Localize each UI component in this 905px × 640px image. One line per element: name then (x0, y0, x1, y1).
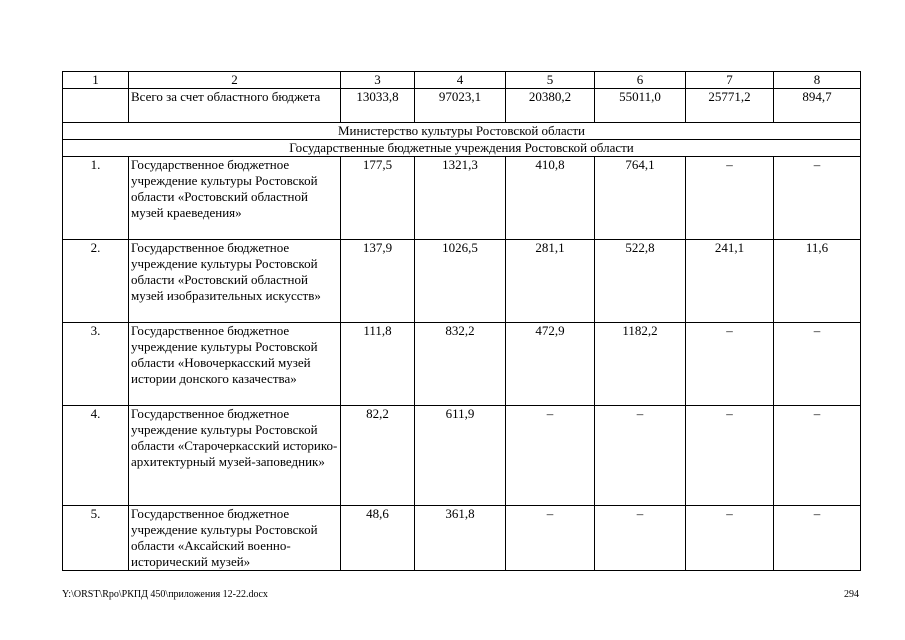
table-cell (63, 89, 129, 123)
row-number: 2. (63, 240, 129, 323)
budget-table (62, 71, 861, 571)
table-cell: – (506, 506, 595, 571)
header-cell: 3 (341, 72, 415, 89)
header-cell: 5 (506, 72, 595, 89)
table-cell: 832,2 (415, 323, 506, 406)
table-cell: 82,2 (341, 406, 415, 506)
table-row (63, 323, 861, 406)
table-cell: 13033,8 (341, 89, 415, 123)
header-cell: 7 (686, 72, 774, 89)
table-cell: – (506, 406, 595, 506)
header-cell: 8 (774, 72, 861, 89)
institution-name: Государственное бюджетное учреждение культуры Ростовской области «Аксайский военно-исторический музей» (129, 506, 341, 571)
table-cell: 1321,3 (415, 157, 506, 240)
institution-name: Государственное бюджетное учреждение культуры Ростовской области «Ростовский областной музей изобразительных искусств» (129, 240, 341, 323)
row-number: 3. (63, 323, 129, 406)
ministry-row (63, 123, 861, 140)
table-cell: – (774, 506, 861, 571)
header-cell: 2 (129, 72, 341, 89)
table-cell: 137,9 (341, 240, 415, 323)
table-cell: 11,6 (774, 240, 861, 323)
table-cell: – (686, 506, 774, 571)
table-cell: – (595, 406, 686, 506)
table-row (63, 157, 861, 240)
subsection-row (63, 140, 861, 157)
table-cell: – (686, 157, 774, 240)
total-label: Всего за счет областного бюджета (129, 89, 341, 123)
table-row (63, 240, 861, 323)
subsection-heading: Государственные бюджетные учреждения Ростовской области (63, 140, 861, 157)
table-cell: 55011,0 (595, 89, 686, 123)
table-cell: – (774, 323, 861, 406)
table-cell: – (774, 406, 861, 506)
header-cell: 6 (595, 72, 686, 89)
table-cell: – (595, 506, 686, 571)
table-cell: 522,8 (595, 240, 686, 323)
institution-name: Государственное бюджетное учреждение культуры Ростовской области «Ростовский областной музей краеведения» (129, 157, 341, 240)
footer-file-path: Y:\ORST\Rpo\РКПД 450\приложения 12-22.docx (62, 589, 268, 600)
row-number: 5. (63, 506, 129, 571)
row-number: 1. (63, 157, 129, 240)
table-cell: 472,9 (506, 323, 595, 406)
table-cell: 1182,2 (595, 323, 686, 406)
table-cell: 48,6 (341, 506, 415, 571)
table-cell: 611,9 (415, 406, 506, 506)
table-cell: 410,8 (506, 157, 595, 240)
total-row (63, 89, 861, 123)
row-number: 4. (63, 406, 129, 506)
table-cell: 20380,2 (506, 89, 595, 123)
page-number: 294 (844, 589, 859, 600)
table-cell: – (686, 406, 774, 506)
table-row (63, 506, 861, 571)
header-cell: 1 (63, 72, 129, 89)
header-cell: 4 (415, 72, 506, 89)
table-cell: 97023,1 (415, 89, 506, 123)
table-cell: 281,1 (506, 240, 595, 323)
table-cell: 111,8 (341, 323, 415, 406)
ministry-heading: Министерство культуры Ростовской области (63, 123, 861, 140)
table-cell: 894,7 (774, 89, 861, 123)
table-cell: 764,1 (595, 157, 686, 240)
table-cell: 1026,5 (415, 240, 506, 323)
table-row (63, 406, 861, 506)
institution-name: Государственное бюджетное учреждение культуры Ростовской области «Старочеркасский историко-архитектурный музей-заповедник» (129, 406, 341, 506)
table-cell: – (774, 157, 861, 240)
header-row (63, 72, 861, 89)
table-cell: – (686, 323, 774, 406)
table-cell: 177,5 (341, 157, 415, 240)
table-cell: 361,8 (415, 506, 506, 571)
table-cell: 241,1 (686, 240, 774, 323)
institution-name: Государственное бюджетное учреждение культуры Ростовской области «Новочеркасский музей истории донского казачества» (129, 323, 341, 406)
table-cell: 25771,2 (686, 89, 774, 123)
